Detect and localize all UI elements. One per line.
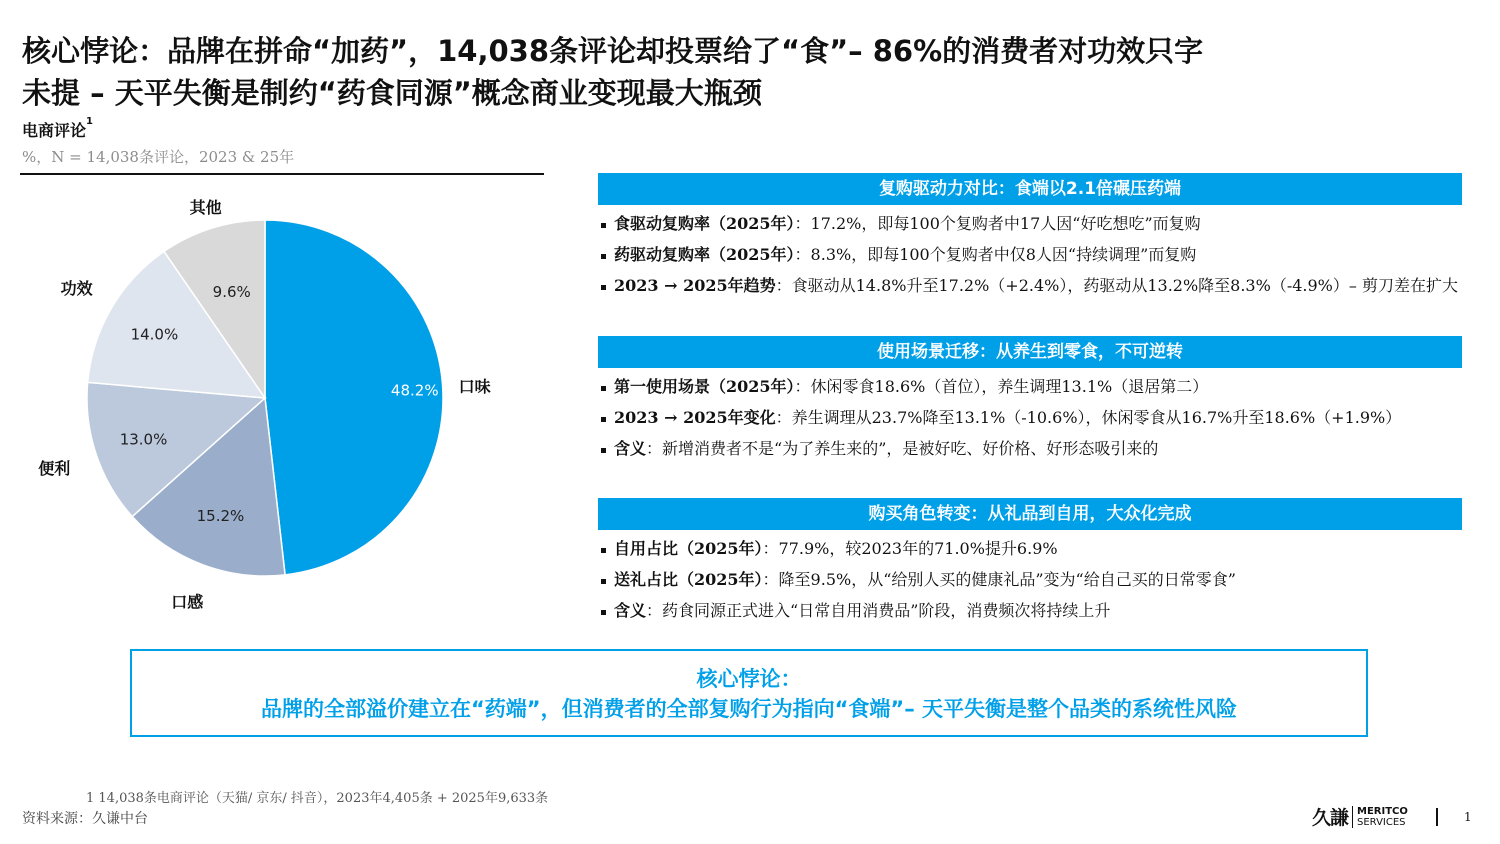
panel-usage-scenario xyxy=(598,336,1462,461)
title-line-1: 核心悖论：品牌在拼命“加药”，14,038条评论却投票给了“食”– 86%的消费者对功效只字 xyxy=(22,34,1204,68)
bullet-text: ：药食同源正式进入“日常自用消费品”阶段，消费频次将持续上升 xyxy=(646,601,1111,620)
title-line-2: 未提 – 天平失衡是制约“药食同源”概念商业变现最大瓶颈 xyxy=(22,76,762,110)
bullet-item xyxy=(598,568,1462,592)
logo-english-line-2: SERVICES xyxy=(1357,816,1406,828)
pie-value-label: 15.2% xyxy=(196,506,245,525)
bullet-bold: 含义 xyxy=(614,601,647,620)
bullet-bold: 第一使用场景（2025年） xyxy=(614,377,795,396)
pie-category-label: 便利 xyxy=(38,458,71,478)
panel-purchase-role xyxy=(598,498,1462,623)
chart-divider xyxy=(20,173,544,175)
bullet-item xyxy=(598,537,1462,561)
bullet-text: ：新增消费者不是“为了养生来的”，是被好吃、好价格、好形态吸引来的 xyxy=(646,439,1159,458)
source-note: 资料来源：久谦中台 xyxy=(22,811,148,827)
callout-heading: 核心悖论： xyxy=(696,667,802,691)
bullet-bold: 2023 → 2025年变化 xyxy=(614,408,776,427)
panel-heading: 复购驱动力对比：食端以2.1倍碾压药端 xyxy=(598,173,1462,205)
panel-repurchase-drivers xyxy=(598,173,1462,298)
logo-chinese: 久謙 xyxy=(1312,807,1349,829)
logo-english-line-1: MERITCO xyxy=(1357,805,1408,817)
page-number: 1 xyxy=(1464,810,1472,824)
chart-label xyxy=(22,118,93,141)
pie-category-label: 功效 xyxy=(60,279,93,299)
bullet-text: ：77.9%，较2023年的71.0%提升6.9% xyxy=(762,539,1058,558)
panel-heading: 使用场景迁移：从养生到零食，不可逆转 xyxy=(598,336,1462,368)
logo-english xyxy=(1357,806,1408,828)
bullet-bold: 送礼占比（2025年） xyxy=(614,570,763,589)
bullet-bold: 含义 xyxy=(614,439,647,458)
pie-value-label: 13.0% xyxy=(119,430,168,449)
bullet-text: ：8.3%，即每100个复购者中仅8人因“持续调理”而复购 xyxy=(794,245,1197,264)
bullet-item xyxy=(598,212,1462,236)
page-number-divider xyxy=(1436,808,1438,826)
bullet-item xyxy=(598,375,1462,399)
bullet-text: ：降至9.5%，从“给别人买的健康礼品”变为“给自己买的日常零食” xyxy=(762,570,1236,589)
pie-value-label: 9.6% xyxy=(212,283,251,302)
pie-value-label: 48.2% xyxy=(390,381,439,400)
pie-value-label: 14.0% xyxy=(130,325,179,344)
bullet-item xyxy=(598,243,1462,267)
chart-subtitle: %，N = 14,038条评论，2023 & 25年 xyxy=(22,148,295,166)
bullet-bold: 2023 → 2025年趋势 xyxy=(614,276,776,295)
logo-divider xyxy=(1352,806,1353,828)
bullet-text: ：食驱动从14.8%升至17.2%（+2.4%），药驱动从13.2%降至8.3%（-4.9%）– 剪刀差在扩大 xyxy=(775,276,1458,295)
bullet-text: ：休闲零食18.6%（首位），养生调理13.1%（退居第二） xyxy=(794,377,1209,396)
pie-category-label: 口味 xyxy=(458,377,491,397)
page-title xyxy=(22,30,1442,114)
bullet-item xyxy=(598,599,1462,623)
pie-chart xyxy=(0,180,580,612)
meritco-logo xyxy=(1312,803,1408,830)
chart-footnote-ref: 1 xyxy=(86,116,93,127)
callout-text: 品牌的全部溢价建立在“药端”，但消费者的全部复购行为指向“食端”– 天平失衡是整个品类的系统性风险 xyxy=(260,697,1237,721)
bullet-item xyxy=(598,406,1462,430)
bullet-text: ：养生调理从23.7%降至13.1%（-10.6%），休闲零食从16.7%升至18.6%（+1.9%） xyxy=(775,408,1402,427)
pie-category-label: 其他 xyxy=(189,198,222,218)
panel-heading: 购买角色转变：从礼品到自用，大众化完成 xyxy=(598,498,1462,530)
bullet-item xyxy=(598,274,1462,298)
chart-label-text: 电商评论 xyxy=(22,121,87,140)
core-paradox-callout xyxy=(130,649,1368,737)
bullet-bold: 自用占比（2025年） xyxy=(614,539,763,558)
bullet-item xyxy=(598,437,1462,461)
pie-category-label: 口感 xyxy=(171,592,204,612)
bullet-text: ：17.2%，即每100个复购者中17人因“好吃想吃”而复购 xyxy=(794,214,1201,233)
bullet-bold: 药驱动复购率（2025年） xyxy=(614,245,795,264)
footnote: 1 14,038条电商评论（天猫/ 京东/ 抖音），2023年4,405条 + 2025年9,633条 xyxy=(86,791,549,806)
bullet-bold: 食驱动复购率（2025年） xyxy=(614,214,795,233)
